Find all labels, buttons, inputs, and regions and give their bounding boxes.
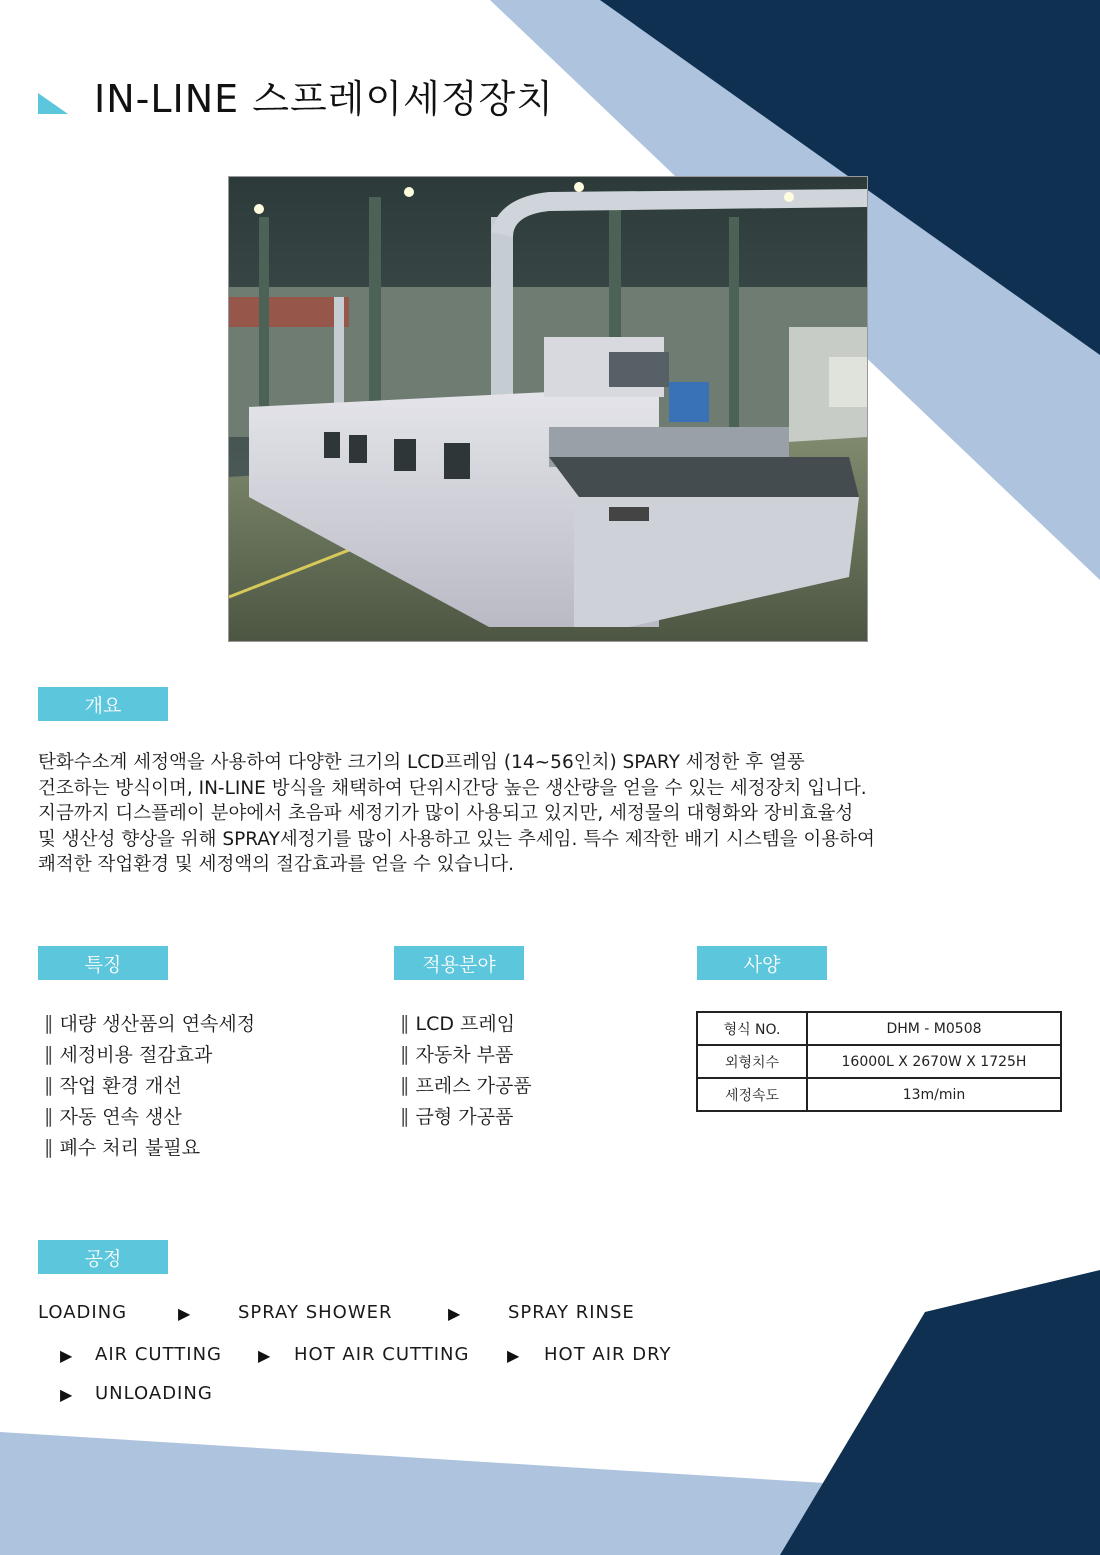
spec-key: 세정속도: [697, 1078, 807, 1111]
application-text: LCD 프레임: [415, 1013, 516, 1035]
list-item: [400, 1038, 532, 1069]
process-step-hot-air-dry: HOT AIR DRY: [544, 1344, 672, 1365]
applications-list: [400, 1007, 532, 1131]
process-step-spray-shower: SPRAY SHOWER: [238, 1302, 393, 1323]
spec-key: 외형치수: [697, 1045, 807, 1078]
bullet-icon: ‖: [44, 1042, 54, 1065]
overview-line: 및 생산성 향상을 위해 SPRAY세정기를 많이 사용하고 있는 추세임. 특수 제작한 배기 시스템을 이용하여: [38, 828, 875, 850]
section-label-applications: 적용분야: [394, 946, 524, 980]
arrow-right-icon: ▶: [178, 1304, 191, 1323]
triangle-marker-icon: [38, 77, 68, 115]
spec-value: DHM - M0508: [807, 1012, 1061, 1045]
process-step-loading: LOADING: [38, 1302, 128, 1323]
overview-line: 쾌적한 작업환경 및 세정액의 절감효과를 얻을 수 있습니다.: [38, 854, 514, 875]
bg-navy-bottom: [780, 1270, 1100, 1555]
process-step-hot-air-cutting: HOT AIR CUTTING: [294, 1344, 470, 1365]
bullet-icon: ‖: [44, 1104, 54, 1127]
overview-line: 건조하는 방식이며, IN-LINE 방식을 채택하여 단위시간당 높은 생산량을 얻을 수 있는 세정장치 입니다.: [38, 777, 867, 799]
features-list: [44, 1007, 255, 1162]
process-step-air-cutting: AIR CUTTING: [95, 1344, 222, 1365]
list-item: [44, 1007, 255, 1038]
list-item: [400, 1069, 532, 1100]
spray-cleaning-machine-photo: [228, 176, 868, 642]
bullet-icon: ‖: [400, 1011, 410, 1034]
bullet-icon: ‖: [44, 1135, 54, 1158]
process-step-spray-rinse: SPRAY RINSE: [508, 1302, 635, 1323]
bullet-icon: ‖: [400, 1073, 410, 1096]
bullet-icon: ‖: [400, 1104, 410, 1127]
list-item: [400, 1100, 532, 1131]
list-item: [44, 1100, 255, 1131]
section-label-features: 특징: [38, 946, 168, 980]
section-label-process: 공정: [38, 1240, 168, 1274]
arrow-right-icon: ▶: [258, 1346, 271, 1365]
section-label-overview: 개요: [38, 687, 168, 721]
arrow-right-icon: ▶: [448, 1304, 461, 1323]
application-text: 금형 가공품: [415, 1106, 514, 1128]
arrow-right-icon: ▶: [507, 1346, 520, 1365]
bullet-icon: ‖: [44, 1011, 54, 1034]
feature-text: 자동 연속 생산: [59, 1106, 182, 1128]
overview-line: 지금까지 디스플레이 분야에서 초음파 세정기가 많이 사용되고 있지만, 세정물의 대형화와 장비효율성: [38, 803, 854, 824]
table-row: [697, 1078, 1061, 1111]
section-label-specs: 사양: [697, 946, 827, 980]
arrow-right-icon: ▶: [60, 1346, 73, 1365]
spec-key: 형식 NO.: [697, 1012, 807, 1045]
process-step-unloading: UNLOADING: [95, 1383, 213, 1404]
list-item: [44, 1038, 255, 1069]
feature-text: 폐수 처리 불필요: [59, 1137, 201, 1159]
overview-line: 탄화수소계 세정액을 사용하여 다양한 크기의 LCD프레임 (14~56인치) SPARY 세정한 후 열풍: [38, 752, 805, 773]
feature-text: 작업 환경 개선: [59, 1075, 182, 1097]
overview-text: [38, 750, 1038, 878]
feature-text: 세정비용 절감효과: [59, 1044, 213, 1066]
bullet-icon: ‖: [400, 1042, 410, 1065]
spec-table: [696, 1011, 1062, 1112]
application-text: 프레스 가공품: [415, 1075, 532, 1097]
table-row: [697, 1012, 1061, 1045]
arrow-right-icon: ▶: [60, 1385, 73, 1404]
list-item: [400, 1007, 532, 1038]
spec-value: 16000L X 2670W X 1725H: [807, 1045, 1061, 1078]
page-header: [38, 68, 554, 123]
page-title: IN-LINE 스프레이세정장치: [94, 77, 554, 121]
list-item: [44, 1069, 255, 1100]
spec-value: 13m/min: [807, 1078, 1061, 1111]
feature-text: 대량 생산품의 연속세정: [59, 1013, 256, 1035]
application-text: 자동차 부품: [415, 1044, 514, 1066]
table-row: [697, 1045, 1061, 1078]
bullet-icon: ‖: [44, 1073, 54, 1096]
list-item: [44, 1131, 255, 1162]
